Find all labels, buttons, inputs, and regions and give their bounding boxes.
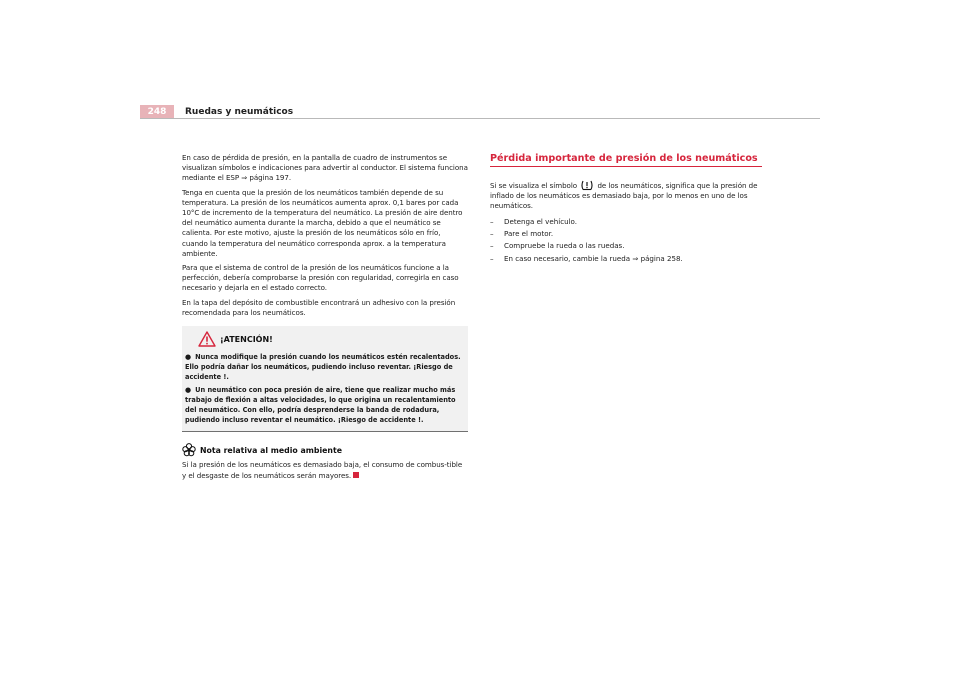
dash-marker: – xyxy=(490,229,494,239)
intro-before-icon: Si se visualiza el símbolo xyxy=(490,181,578,190)
warning-header xyxy=(198,331,465,347)
paragraph-3: Para que el sistema de control de la presión de los neumáticos funcione a la perfección, debería comprobarse la presión con regularidad, corregirla en caso necesario y dejarla en el estado correcto. xyxy=(182,263,459,293)
tire-pressure-icon xyxy=(580,180,594,191)
section-title: Pérdida importante de presión de los neumáticos xyxy=(490,153,762,167)
warning-title: ¡ATENCIÓN! xyxy=(220,334,273,344)
dash-marker: – xyxy=(490,216,494,226)
bullet-icon: ● xyxy=(185,353,192,362)
running-title: Ruedas y neumáticos xyxy=(185,107,294,117)
environment-header xyxy=(182,443,468,457)
dash-marker: – xyxy=(490,241,494,251)
warning-item-text: Un neumático con poca presión de aire, tiene que realizar mucho más trabajo de flexión a altas velocidades, lo que origina un recalentamiento del neumático. Con ello, podría desprenderse la banda de rodadura, pudiendo incluso reventar el neumático. ¡Riesgo de accidente !. xyxy=(185,385,456,425)
warning-item xyxy=(185,352,465,383)
flower-icon xyxy=(182,443,196,457)
page-number-tab: 248 xyxy=(140,105,174,119)
step-text: Pare el motor. xyxy=(504,229,554,239)
header-rule xyxy=(140,118,820,119)
step-item xyxy=(490,240,770,252)
step-text: Compruebe la rueda o las ruedas. xyxy=(504,241,625,251)
environment-text xyxy=(182,460,468,480)
step-item xyxy=(490,216,770,228)
intro-after-icon: de los neumáticos, significa que la presión de inflado de los neumáticos es demasiado baja, por lo menos en uno de los neumáticos. xyxy=(490,181,758,211)
left-column xyxy=(182,153,468,485)
right-column xyxy=(490,153,770,265)
warning-triangle-icon xyxy=(198,331,216,347)
environment-text-content: Si la presión de los neumáticos es demasiado baja, el consumo de combus-tible y el desgaste de los neumáticos serán mayores. xyxy=(182,460,463,480)
paragraph-4: En la tapa del depósito de combustible encontrará un adhesivo con la presión recomendada para los neumáticos. xyxy=(182,297,456,317)
warning-item xyxy=(185,385,465,426)
bullet-icon: ● xyxy=(185,385,192,394)
paragraph-2: Tenga en cuenta que la presión de los neumáticos también depende de su temperatura. La presión de los neumáticos aumenta aprox. 0,1 bares por cada 10°C de incremento de la temperatura del neumático. La presión de aire dentro del neumático aumenta durante la marcha, debido a que el neumático se calienta. Por este motivo, ajuste la presión de los neumáticos sólo en frío, cuando la temperatura del neumático corresponda aprox. a la temperatura ambiente. xyxy=(182,187,463,258)
end-square-icon xyxy=(353,472,359,478)
dash-marker: – xyxy=(490,253,494,263)
step-text: Detenga el vehículo. xyxy=(504,216,578,226)
section-intro xyxy=(490,180,770,212)
paragraph-1: En caso de pérdida de presión, en la pantalla de cuadro de instrumentos se visualizan símbolos e indicaciones para advertir al conductor. El sistema funciona mediante el ESP ⇒ página 197. xyxy=(182,153,468,183)
step-item xyxy=(490,228,770,240)
warning-box xyxy=(182,326,468,432)
steps-list xyxy=(490,216,770,266)
step-text: En caso necesario, cambie la rueda ⇒ página 258. xyxy=(504,253,683,263)
step-item xyxy=(490,253,770,265)
environment-title: Nota relativa al medio ambiente xyxy=(200,445,342,455)
warning-item-text: Nunca modifique la presión cuando los neumáticos estén recalentados. Ello podría dañar los neumáticos, pudiendo incluso reventar. ¡Riesgo de accidente !. xyxy=(185,353,461,382)
